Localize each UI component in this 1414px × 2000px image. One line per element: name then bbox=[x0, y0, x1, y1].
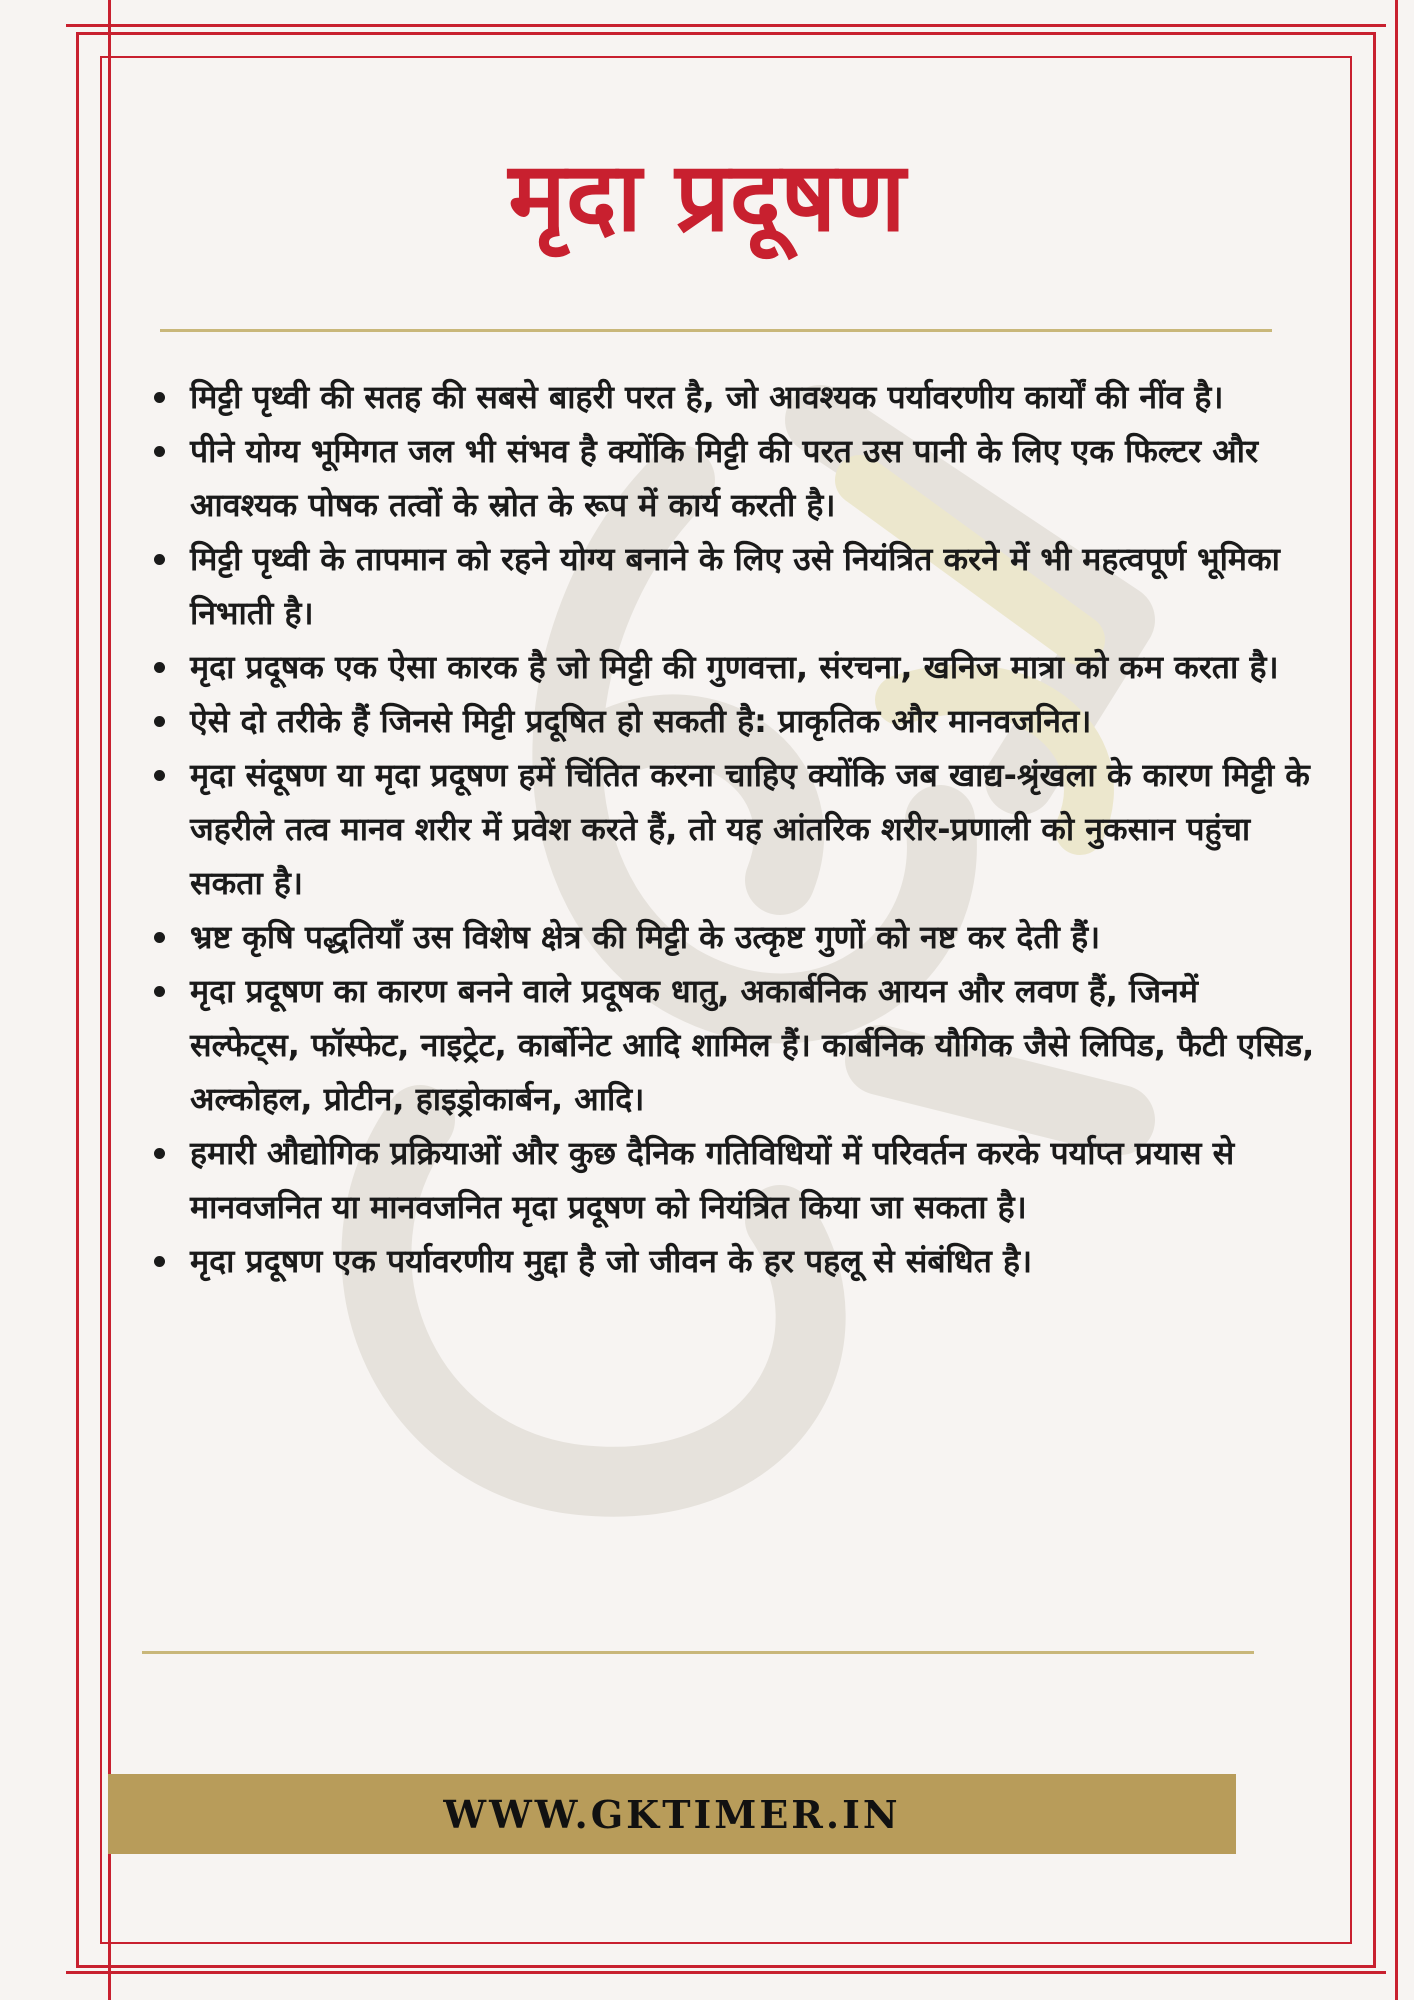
list-item bbox=[148, 748, 1318, 910]
bullet-icon bbox=[154, 986, 165, 997]
list-item bbox=[148, 694, 1318, 748]
list-item-text: ऐसे दो तरीके हैं जिनसे मिट्टी प्रदूषित हो सकती है: प्राकृतिक और मानवजनित। bbox=[190, 702, 1092, 740]
list-item bbox=[148, 532, 1318, 640]
list-item bbox=[148, 964, 1318, 1126]
page-title: मृदा प्रदूषण bbox=[508, 141, 906, 253]
list-item-text: पीने योग्य भूमिगत जल भी संभव है क्योंकि मिट्टी की परत उस पानी के लिए एक फिल्टर और आवश्यक पोषक तत्वों के स्रोत के रूप में कार्य करती है। bbox=[190, 432, 1259, 524]
list-item bbox=[148, 370, 1318, 424]
website-link[interactable]: WWW.GKTIMER.IN bbox=[443, 1791, 901, 1837]
list-item-text: हमारी औद्योगिक प्रक्रियाओं और कुछ दैनिक गतिविधियों में परिवर्तन करके पर्याप्त प्रयास से मानवजनित या मानवजनित मृदा प्रदूषण को नियंत्रित किया जा सकता है। bbox=[190, 1134, 1235, 1226]
bullet-icon bbox=[154, 1148, 165, 1159]
bullet-icon bbox=[154, 554, 165, 565]
bullet-icon bbox=[154, 1256, 165, 1267]
list-item-text: मिट्टी पृथ्वी की सतह की सबसे बाहरी परत है, जो आवश्यक पर्यावरणीय कार्यों की नींव है। bbox=[190, 378, 1224, 416]
list-item-text: मृदा प्रदूषण का कारण बनने वाले प्रदूषक धातु, अकार्बनिक आयन और लवण हैं, जिनमें सल्फेट्स, फॉस्फेट, नाइट्रेट, कार्बोनेट आदि शामिल हैं। कार्बनिक यौगिक जैसे लिपिड, फैटी एसिड, अल्कोहल, प्रोटीन, हाइड्रोकार्बन, आदि। bbox=[190, 972, 1315, 1118]
list-item-text: मृदा प्रदूषक एक ऐसा कारक है जो मिट्टी की गुणवत्ता, संरचना, खनिज मात्रा को कम करता है। bbox=[190, 648, 1279, 686]
list-item-text: मृदा संदूषण या मृदा प्रदूषण हमें चिंतित करना चाहिए क्योंकि जब खाद्य-श्रृंखला के कारण मिट्टी के जहरीले तत्व मानव शरीर में प्रवेश करते हैं, तो यह आंतरिक शरीर-प्रणाली को नुकसान पहुंचा सकता है। bbox=[190, 756, 1310, 902]
bullet-icon bbox=[154, 716, 165, 727]
list-item bbox=[148, 1126, 1318, 1234]
list-item bbox=[148, 1234, 1318, 1288]
footer-banner bbox=[108, 1774, 1236, 1854]
list-item bbox=[148, 424, 1318, 532]
bullet-icon bbox=[154, 662, 165, 673]
list-item-text: मिट्टी पृथ्वी के तापमान को रहने योग्य बनाने के लिए उसे नियंत्रित करने में भी महत्वपूर्ण भूमिका निभाती है। bbox=[190, 540, 1280, 632]
list-item bbox=[148, 640, 1318, 694]
bullet-icon bbox=[154, 770, 165, 781]
bullet-icon bbox=[154, 932, 165, 943]
list-item-text: मृदा प्रदूषण एक पर्यावरणीय मुद्दा है जो जीवन के हर पहलू से संबंधित है। bbox=[190, 1242, 1033, 1280]
bullet-icon bbox=[154, 446, 165, 457]
bullet-icon bbox=[154, 392, 165, 403]
list-item bbox=[148, 910, 1318, 964]
title-divider bbox=[160, 329, 1272, 332]
list-item-text: भ्रष्ट कृषि पद्धतियाँ उस विशेष क्षेत्र की मिट्टी के उत्कृष्ट गुणों को नष्ट कर देती हैं। bbox=[190, 918, 1101, 956]
content-divider bbox=[142, 1651, 1254, 1654]
bullet-list bbox=[148, 370, 1318, 1288]
